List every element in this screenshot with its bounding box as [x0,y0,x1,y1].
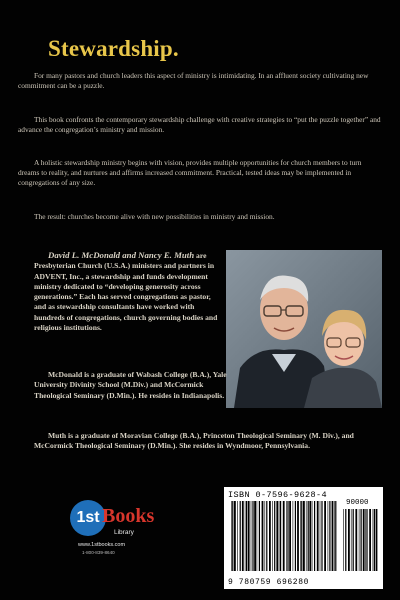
barcode-bar [314,501,315,571]
barcode-bar [242,501,244,571]
barcode-bar [373,509,374,571]
barcode-bar [321,501,322,571]
barcode-bar [252,501,253,571]
barcode-bar [365,509,366,571]
barcode-bar [312,501,313,571]
barcode-bar [324,501,326,571]
barcode-bar [257,501,258,571]
barcode-bar [245,501,246,571]
barcode-bar [317,501,319,571]
intro-paragraph-1: For many pastors and church leaders this aspect of ministry is intimidating. In an affluent society cultivating new commitment can be a puzzle. [18,71,369,90]
barcode-bar [376,509,378,571]
barcode-bar [328,501,329,571]
barcode-bar [303,501,305,571]
barcode-bar [295,501,296,571]
cover-title: Stewardship. [48,36,179,61]
authors-photo [226,250,382,408]
barcode-bar [265,501,266,571]
barcode-bar [232,501,233,571]
publisher-url: www.1stbooks.com [78,542,126,548]
barcode-bar [246,501,247,571]
barcode-bar [329,501,330,571]
barcode-bar [286,501,287,571]
publisher-phone: 1-800-839-8640 [82,550,115,555]
isbn-number: ISBN 0-7596-9628-4 [228,490,328,500]
barcode-bar [269,501,271,571]
barcode-bar [293,501,294,571]
publisher-logo [58,498,168,584]
barcode-bar [272,501,273,571]
authors-bio [34,250,218,333]
isbn-barcode [224,487,383,589]
authors-bio-text: are Presbyterian Church (U.S.A.) ministers and partners in ADVENT, Inc., a stewardship and funds development ministry dedicated to “developing generosity across generations.” Each has served congregations as pastor, and as stewardship consultants have worked with hundreds of congregations, church governing bodies and religious institutions. [34,251,218,333]
barcode-bar [248,501,250,571]
barcode-bar [300,501,301,571]
barcode-bars [230,501,338,571]
barcode-bar [348,509,350,571]
author-names: David L. McDonald and Nancy E. Muth [48,250,195,260]
barcode-bar [353,509,354,571]
barcode-bar [308,501,309,571]
barcode-bar [280,501,281,571]
barcode-bar [369,509,371,571]
barcode-bar [309,501,311,571]
barcode-bar [374,509,375,571]
price-addon-bars [342,509,378,571]
barcode-bar [289,501,291,571]
barcode-bar [240,501,241,571]
barcode-bar [259,501,260,571]
price-addon-number: 90000 [346,499,369,507]
barcode-bar [301,501,302,571]
barcode-number: 9 780759 696280 [228,578,310,587]
barcode-bar [355,509,357,571]
barcode-bar [274,501,275,571]
barcode-bar [361,509,362,571]
barcode-bar [351,509,352,571]
intro-paragraph-2: This book confronts the contemporary stewardship challenge with creative strategies to “put the puzzle together” and advance the congregation’s ministry and mission. [18,115,381,134]
logo-1st-badge: 1st [70,500,106,536]
barcode-bar [287,501,288,571]
barcode-bar [320,501,321,571]
barcode-bar [345,509,346,571]
barcode-bar [276,501,278,571]
barcode-bar [231,501,232,571]
barcode-bar [359,509,360,571]
barcode-bar [306,501,307,571]
barcode-bar [343,509,344,571]
barcode-bar [266,501,267,571]
barcode-bar [262,501,264,571]
barcode-bar [335,501,336,571]
barcode-bar [283,501,285,571]
barcode-bar [234,501,236,571]
mcdonald-bio: McDonald is a graduate of Wabash College (B.A.), Yale University Divinity School (M.Div.) and McCormick Theological Seminary (D.Min.). He resides in Indianapolis. [34,370,227,400]
barcode-bar [254,501,256,571]
barcode-bar [251,501,252,571]
barcode-bar [297,501,299,571]
barcode-bar [279,501,280,571]
intro-paragraph-3: A holistic stewardship ministry begins with vision, provides multiple opportunities for church members to turn dreams to reality, and nurtures and affirms increased commitment. Practical, tested ideas may be implemented in congregations of any size. [18,158,362,187]
barcode-bar [237,501,238,571]
logo-library-text: Library [114,529,134,536]
barcode-bar [366,509,367,571]
intro-paragraph-4: The result: churches become alive with new possibilities in ministry and mission. [34,212,275,221]
barcode-bar [334,501,335,571]
logo-books-text: Books [102,505,155,527]
muth-bio: Muth is a graduate of Moravian College (B.A.), Princeton Theological Seminary (M. Div.), and McCormick Theological Seminary (D.Min.). She resides in Wyndmoor, Pennsylvania. [34,431,354,451]
barcode-bar [332,501,334,571]
barcode-bar [363,509,365,571]
